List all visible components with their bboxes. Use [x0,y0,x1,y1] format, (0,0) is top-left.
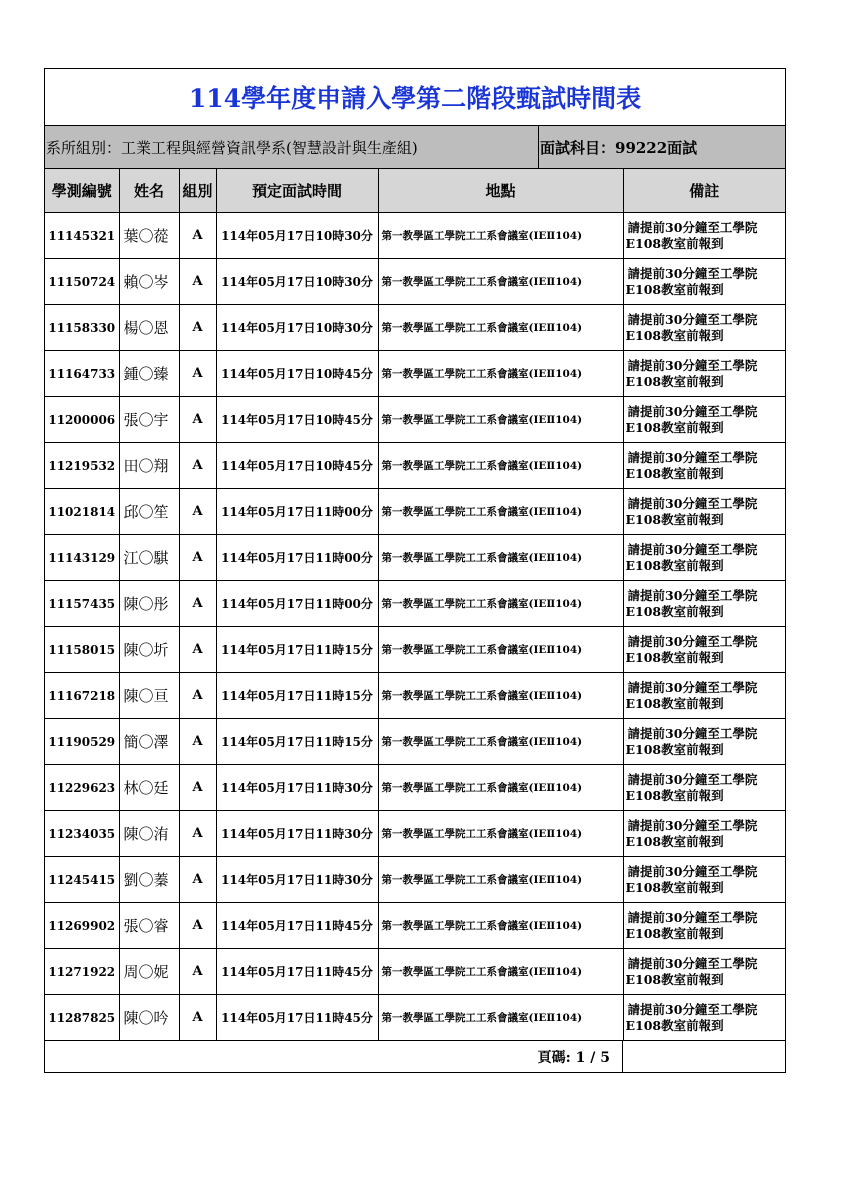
note-line-2: E108教室前報到 [625,235,724,251]
row-id-cell: 11287825 [45,995,119,1041]
row-location-cell: 第一教學區工學院工工系會議室(IEⅡ104) [378,995,623,1041]
note-line-1: 請提前30分鐘至工學院 [627,1001,758,1017]
page-number: 頁碼: 1 / 5 [45,1041,623,1072]
note-line-2: E108教室前報到 [625,1017,724,1033]
row-group-cell: A [179,443,216,489]
row-id-cell: 11200006 [45,397,119,443]
row-note-cell [623,719,785,765]
row-location-cell: 第一教學區工學院工工系會議室(IEⅡ104) [378,259,623,305]
row-location-cell: 第一教學區工學院工工系會議室(IEⅡ104) [378,213,623,259]
row-location-cell: 第一教學區工學院工工系會議室(IEⅡ104) [378,305,623,351]
row-location-cell: 第一教學區工學院工工系會議室(IEⅡ104) [378,627,623,673]
row-location-cell: 第一教學區工學院工工系會議室(IEⅡ104) [378,765,623,811]
row-name-cell: 賴〇岑 [119,259,179,305]
row-name-cell: 周〇妮 [119,949,179,995]
row-id-cell: 11143129 [45,535,119,581]
header-id: 學測編號 [45,169,119,213]
row-name-cell: 楊〇恩 [119,305,179,351]
note-line-1: 請提前30分鐘至工學院 [627,633,758,649]
row-name-cell: 簡〇澤 [119,719,179,765]
row-group-cell: A [179,305,216,351]
row-name-cell: 鍾〇臻 [119,351,179,397]
row-time-cell: 114年05月17日10時30分 [216,259,378,305]
note-line-1: 請提前30分鐘至工學院 [627,311,758,327]
header-note: 備註 [623,169,785,213]
note-line-1: 請提前30分鐘至工學院 [627,357,758,373]
row-id-cell: 11269902 [45,903,119,949]
row-note-cell [623,903,785,949]
row-name-cell: 陳〇圻 [119,627,179,673]
row-group-cell: A [179,627,216,673]
row-group-cell: A [179,811,216,857]
note-line-1: 請提前30分鐘至工學院 [627,771,758,787]
row-name-cell: 陳〇吟 [119,995,179,1041]
table-row [45,213,785,259]
note-line-2: E108教室前報到 [625,741,724,757]
row-time-cell: 114年05月17日11時30分 [216,857,378,903]
header-time: 預定面試時間 [216,169,378,213]
footer-row [45,1040,785,1072]
table-row [45,489,785,535]
row-name-cell: 張〇睿 [119,903,179,949]
row-note-cell [623,627,785,673]
note-line-2: E108教室前報到 [625,879,724,895]
row-name-cell: 張〇宇 [119,397,179,443]
row-time-cell: 114年05月17日10時45分 [216,351,378,397]
note-line-1: 請提前30分鐘至工學院 [627,541,758,557]
table-row [45,627,785,673]
table-header-row [45,169,785,213]
row-location-cell: 第一教學區工學院工工系會議室(IEⅡ104) [378,857,623,903]
row-group-cell: A [179,581,216,627]
note-line-1: 請提前30分鐘至工學院 [627,495,758,511]
row-group-cell: A [179,259,216,305]
header-location: 地點 [378,169,623,213]
row-time-cell: 114年05月17日11時30分 [216,765,378,811]
row-group-cell: A [179,213,216,259]
row-name-cell: 田〇翔 [119,443,179,489]
note-line-2: E108教室前報到 [625,695,724,711]
footer-empty-cell [623,1041,785,1072]
row-id-cell: 11158330 [45,305,119,351]
table-row [45,719,785,765]
row-name-cell: 葉〇蓯 [119,213,179,259]
row-group-cell: A [179,489,216,535]
row-group-cell: A [179,857,216,903]
note-line-2: E108教室前報到 [625,787,724,803]
note-line-2: E108教室前報到 [625,281,724,297]
schedule-sheet [44,68,786,1073]
row-id-cell: 11271922 [45,949,119,995]
row-id-cell: 11157435 [45,581,119,627]
row-time-cell: 114年05月17日11時15分 [216,719,378,765]
header-group: 組別 [179,169,216,213]
row-name-cell: 陳〇洧 [119,811,179,857]
row-id-cell: 11229623 [45,765,119,811]
table-row [45,765,785,811]
row-time-cell: 114年05月17日11時45分 [216,949,378,995]
row-note-cell [623,811,785,857]
note-line-2: E108教室前報到 [625,511,724,527]
row-location-cell: 第一教學區工學院工工系會議室(IEⅡ104) [378,903,623,949]
interview-subject-label: 面試科目：99222面試 [540,138,698,157]
row-group-cell: A [179,535,216,581]
note-line-1: 請提前30分鐘至工學院 [627,587,758,603]
row-time-cell: 114年05月17日11時45分 [216,995,378,1041]
row-group-cell: A [179,903,216,949]
row-name-cell: 陳〇彤 [119,581,179,627]
table-row [45,397,785,443]
row-note-cell [623,351,785,397]
row-group-cell: A [179,719,216,765]
table-body [45,213,785,1041]
row-location-cell: 第一教學區工學院工工系會議室(IEⅡ104) [378,443,623,489]
row-note-cell [623,581,785,627]
note-line-2: E108教室前報到 [625,327,724,343]
row-group-cell: A [179,949,216,995]
note-line-1: 請提前30分鐘至工學院 [627,403,758,419]
row-note-cell [623,397,785,443]
row-id-cell: 11245415 [45,857,119,903]
row-time-cell: 114年05月17日11時00分 [216,489,378,535]
schedule-table [45,169,785,1040]
table-row [45,811,785,857]
row-note-cell [623,305,785,351]
note-line-2: E108教室前報到 [625,419,724,435]
note-line-1: 請提前30分鐘至工學院 [627,817,758,833]
row-time-cell: 114年05月17日10時30分 [216,213,378,259]
page-title: 114學年度申請入學第二階段甄試時間表 [45,69,785,126]
note-line-2: E108教室前報到 [625,925,724,941]
row-note-cell [623,765,785,811]
note-line-2: E108教室前報到 [625,603,724,619]
dept-row [45,126,785,169]
row-time-cell: 114年05月17日11時15分 [216,627,378,673]
row-name-cell: 邱〇笙 [119,489,179,535]
table-row [45,673,785,719]
row-location-cell: 第一教學區工學院工工系會議室(IEⅡ104) [378,351,623,397]
row-note-cell [623,995,785,1041]
note-line-1: 請提前30分鐘至工學院 [627,449,758,465]
note-line-1: 請提前30分鐘至工學院 [627,725,758,741]
table-row [45,995,785,1041]
row-group-cell: A [179,765,216,811]
row-time-cell: 114年05月17日10時45分 [216,443,378,489]
note-line-2: E108教室前報到 [625,971,724,987]
table-row [45,581,785,627]
row-group-cell: A [179,673,216,719]
row-time-cell: 114年05月17日11時45分 [216,903,378,949]
table-row [45,903,785,949]
row-location-cell: 第一教學區工學院工工系會議室(IEⅡ104) [378,949,623,995]
row-id-cell: 11145321 [45,213,119,259]
row-time-cell: 114年05月17日11時15分 [216,673,378,719]
note-line-1: 請提前30分鐘至工學院 [627,863,758,879]
row-time-cell: 114年05月17日11時30分 [216,811,378,857]
row-note-cell [623,535,785,581]
table-row [45,443,785,489]
row-time-cell: 114年05月17日11時00分 [216,581,378,627]
table-row [45,949,785,995]
dept-group-label: 系所組別：工業工程與經營資訊學系(智慧設計與生產組) [45,126,539,168]
row-id-cell: 11190529 [45,719,119,765]
row-note-cell [623,949,785,995]
row-time-cell: 114年05月17日10時30分 [216,305,378,351]
row-name-cell: 江〇騏 [119,535,179,581]
row-name-cell: 陳〇亘 [119,673,179,719]
note-line-1: 請提前30分鐘至工學院 [627,909,758,925]
row-location-cell: 第一教學區工學院工工系會議室(IEⅡ104) [378,489,623,535]
row-id-cell: 11234035 [45,811,119,857]
note-line-1: 請提前30分鐘至工學院 [627,679,758,695]
row-id-cell: 11150724 [45,259,119,305]
table-row [45,535,785,581]
row-location-cell: 第一教學區工學院工工系會議室(IEⅡ104) [378,719,623,765]
header-name: 姓名 [119,169,179,213]
table-row [45,857,785,903]
row-location-cell: 第一教學區工學院工工系會議室(IEⅡ104) [378,673,623,719]
row-id-cell: 11219532 [45,443,119,489]
row-time-cell: 114年05月17日10時45分 [216,397,378,443]
row-group-cell: A [179,995,216,1041]
row-id-cell: 11167218 [45,673,119,719]
note-line-2: E108教室前報到 [625,465,724,481]
row-location-cell: 第一教學區工學院工工系會議室(IEⅡ104) [378,581,623,627]
row-note-cell [623,259,785,305]
note-line-2: E108教室前報到 [625,833,724,849]
row-name-cell: 劉〇蓁 [119,857,179,903]
row-location-cell: 第一教學區工學院工工系會議室(IEⅡ104) [378,397,623,443]
row-id-cell: 11021814 [45,489,119,535]
row-name-cell: 林〇廷 [119,765,179,811]
row-note-cell [623,857,785,903]
row-group-cell: A [179,351,216,397]
note-line-1: 請提前30分鐘至工學院 [627,265,758,281]
row-id-cell: 11164733 [45,351,119,397]
row-note-cell [623,213,785,259]
note-line-1: 請提前30分鐘至工學院 [627,219,758,235]
row-id-cell: 11158015 [45,627,119,673]
row-time-cell: 114年05月17日11時00分 [216,535,378,581]
table-row [45,305,785,351]
table-row [45,259,785,305]
note-line-2: E108教室前報到 [625,557,724,573]
note-line-2: E108教室前報到 [625,373,724,389]
note-line-2: E108教室前報到 [625,649,724,665]
row-note-cell [623,673,785,719]
row-group-cell: A [179,397,216,443]
row-location-cell: 第一教學區工學院工工系會議室(IEⅡ104) [378,811,623,857]
row-note-cell [623,443,785,489]
row-location-cell: 第一教學區工學院工工系會議室(IEⅡ104) [378,535,623,581]
row-note-cell [623,489,785,535]
note-line-1: 請提前30分鐘至工學院 [627,955,758,971]
table-row [45,351,785,397]
